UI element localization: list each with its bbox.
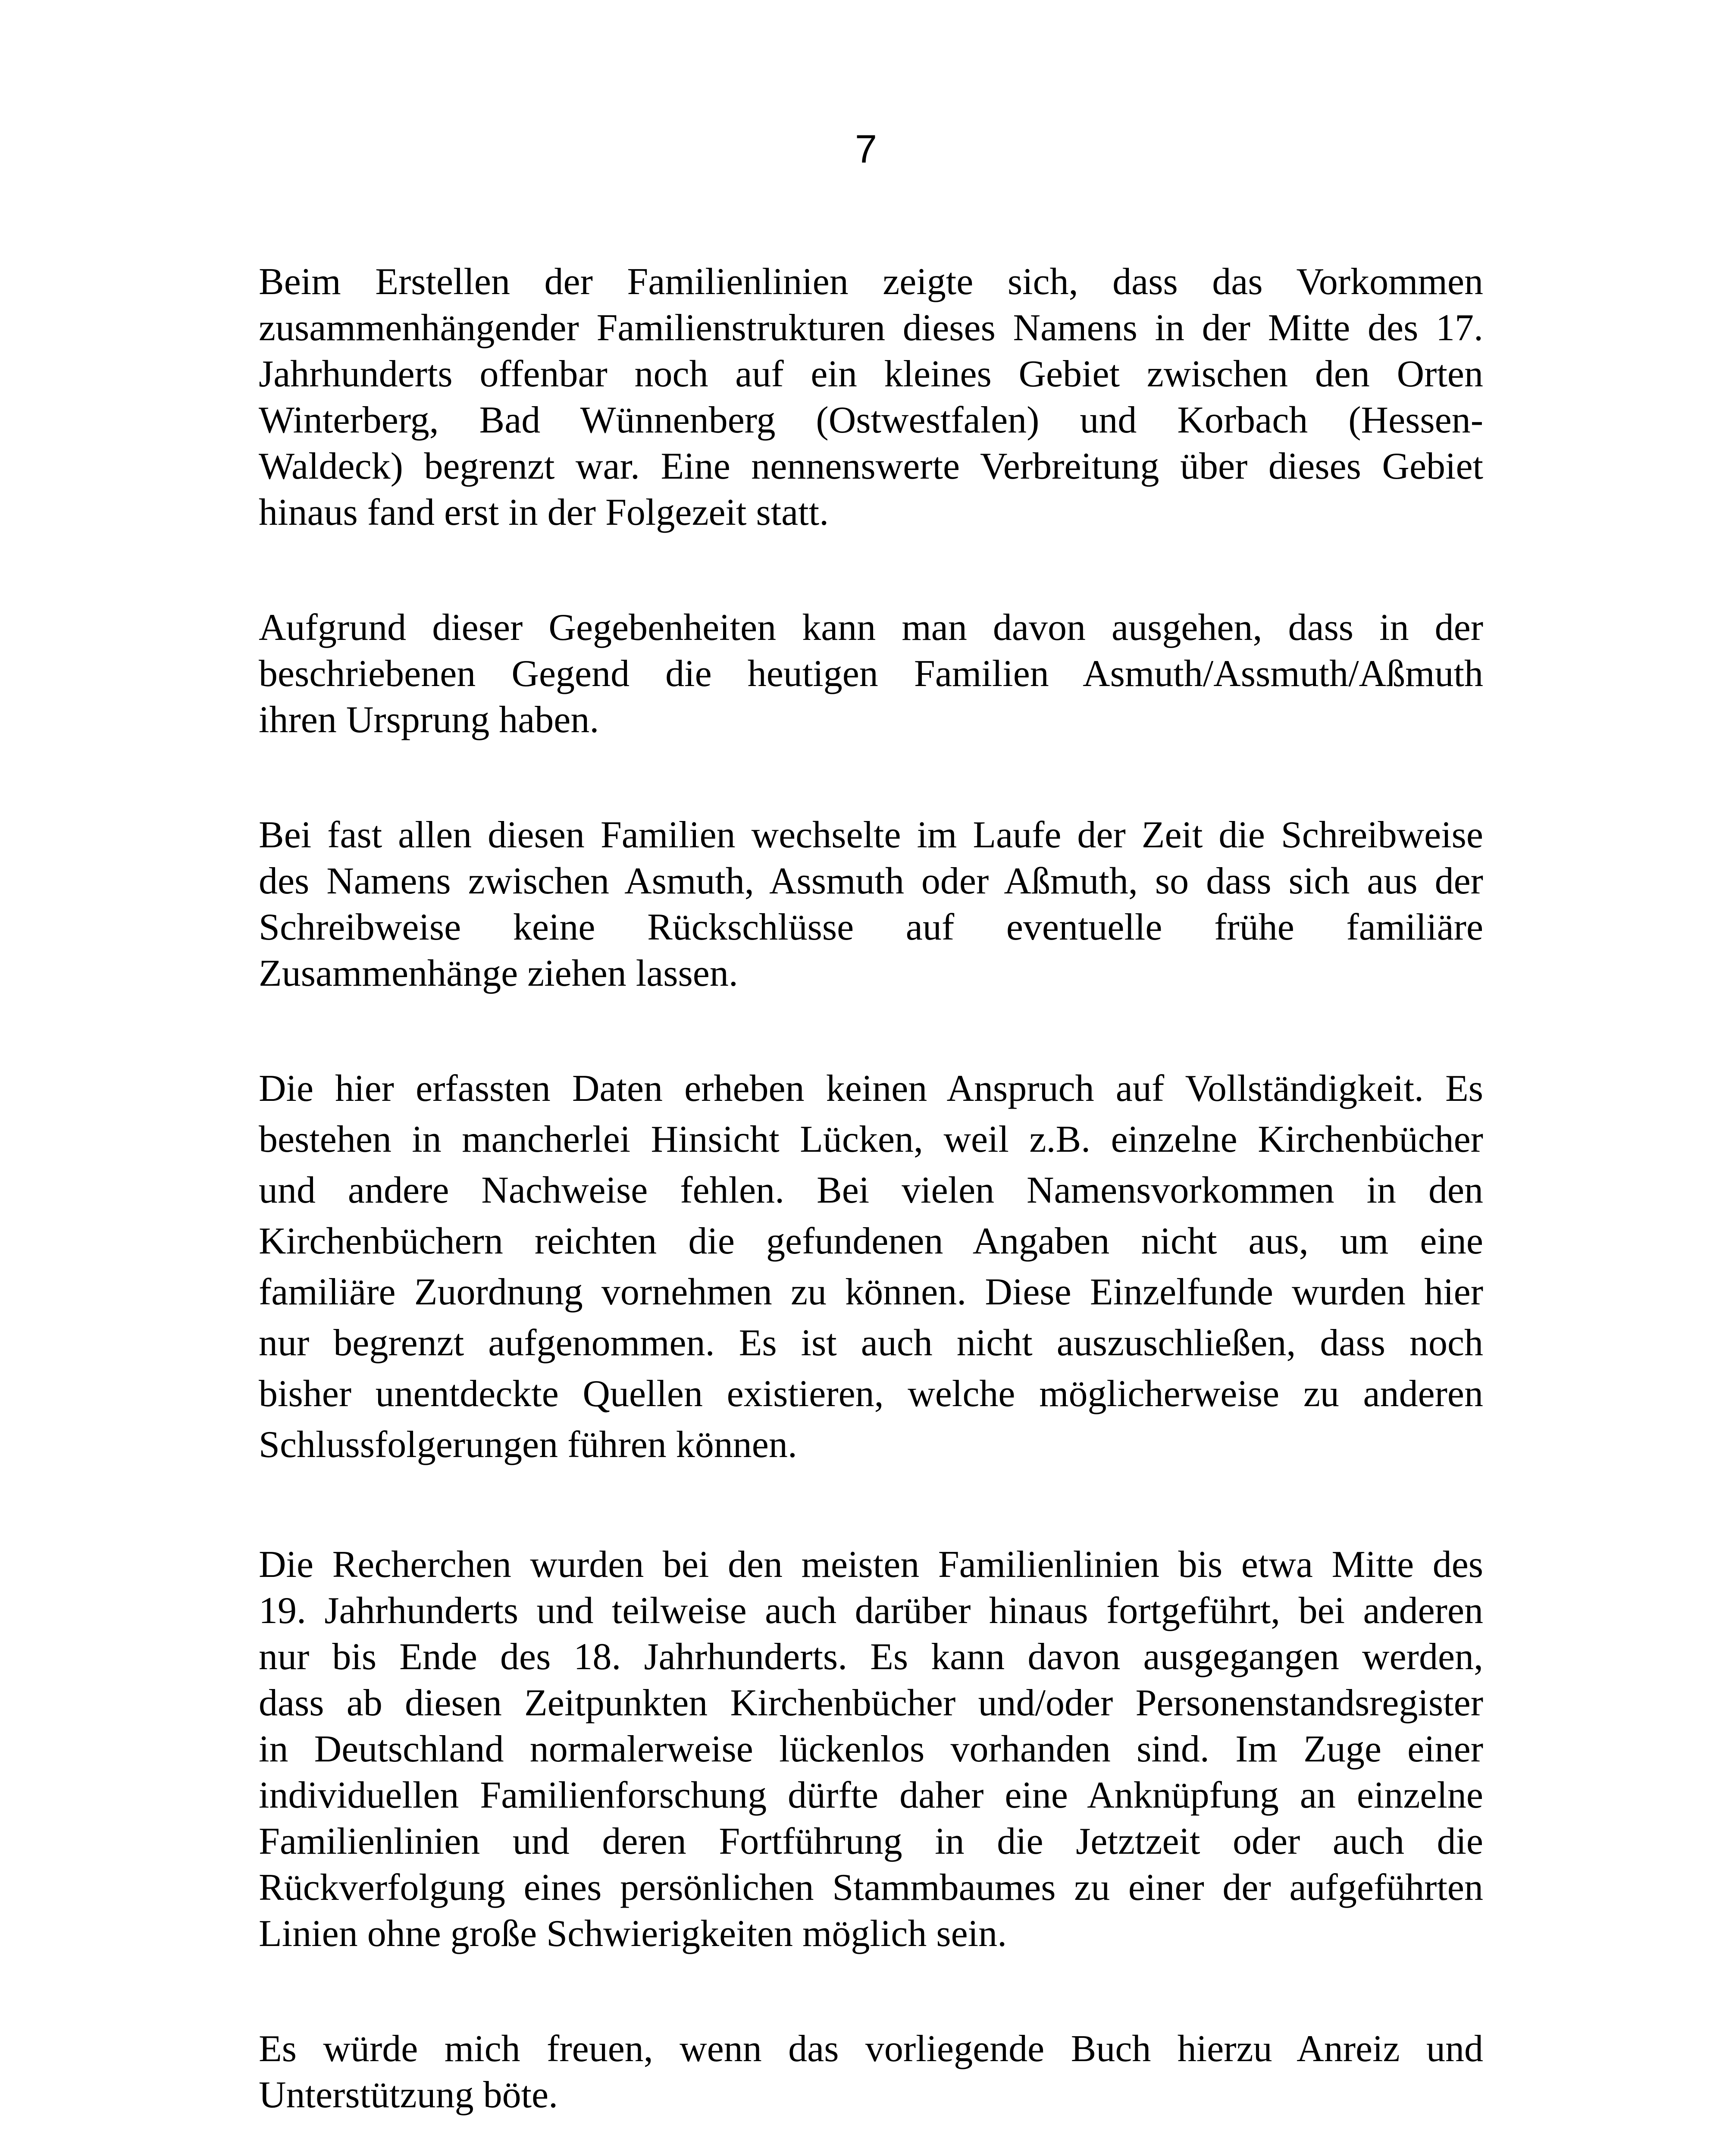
text-line: und andere Nachweise fehlen. Bei vielen Namensvorkommen in den [259, 1169, 1483, 1211]
text-line: Die Recherchen wurden bei den meisten Familienlinien bis etwa Mitte des [259, 1544, 1483, 1586]
text-line: Winterberg, Bad Wünnenberg (Ostwestfalen) und Korbach (Hessen- [259, 399, 1483, 441]
text-line: Linien ohne große Schwierigkeiten möglich sein. [259, 1913, 1007, 1955]
text-line: Rückverfolgung eines persönlichen Stammbaumes zu einer der aufgeführten [259, 1867, 1483, 1908]
text-line: Unterstützung böte. [259, 2074, 558, 2116]
text-line: Beim Erstellen der Familienlinien zeigte sich, dass das Vorkommen [259, 261, 1483, 303]
text-line: zusammenhängender Familienstrukturen dieses Namens in der Mitte des 17. [259, 307, 1483, 349]
text-line: ihren Ursprung haben. [259, 699, 599, 741]
text-line: familiäre Zuordnung vornehmen zu können. Diese Einzelfunde wurden hier [259, 1271, 1483, 1313]
text-line: dass ab diesen Zeitpunkten Kirchenbücher und/oder Personenstandsregister [259, 1682, 1483, 1724]
page-number: 7 [855, 127, 877, 171]
text-line: Schreibweise keine Rückschlüsse auf eventuelle frühe familiäre [259, 906, 1483, 948]
text-line: Familienlinien und deren Fortführung in die Jetztzeit oder auch die [259, 1821, 1483, 1862]
text-line: Bei fast allen diesen Familien wechselte im Laufe der Zeit die Schreibweise [259, 814, 1483, 856]
text-line: nur bis Ende des 18. Jahrhunderts. Es kann davon ausgegangen werden, [259, 1636, 1483, 1678]
paragraph-5 [259, 1542, 1483, 1957]
text-line: Die hier erfassten Daten erheben keinen Anspruch auf Vollständigkeit. Es [259, 1068, 1483, 1109]
text-line: des Namens zwischen Asmuth, Assmuth oder Aßmuth, so dass sich aus der [259, 860, 1483, 902]
text-line: Schlussfolgerungen führen können. [259, 1424, 797, 1466]
text-line: Kirchenbüchern reichten die gefundenen Angaben nicht aus, um eine [259, 1220, 1483, 1262]
paragraph-4 [259, 1065, 1483, 1473]
text-line: beschriebenen Gegend die heutigen Familien Asmuth/Assmuth/Aßmuth [259, 653, 1483, 695]
text-line: Zusammenhänge ziehen lassen. [259, 953, 738, 994]
paragraph-3 [259, 812, 1483, 997]
text-line: Jahrhunderts offenbar noch auf ein kleines Gebiet zwischen den Orten [259, 353, 1483, 395]
text-line: Aufgrund dieser Gegebenheiten kann man davon ausgehen, dass in der [259, 607, 1483, 649]
text-line: individuellen Familienforschung dürfte daher eine Anknüpfung an einzelne [259, 1774, 1483, 1816]
text-line: hinaus fand erst in der Folgezeit statt. [259, 492, 829, 533]
paragraph-6 [259, 2026, 1483, 2118]
paragraph-2 [259, 605, 1483, 743]
text-line: Es würde mich freuen, wenn das vorliegende Buch hierzu Anreiz und [259, 2028, 1483, 2070]
text-line: bestehen in mancherlei Hinsicht Lücken, weil z.B. einzelne Kirchenbücher [259, 1119, 1483, 1160]
text-line: Waldeck) begrenzt war. Eine nennenswerte Verbreitung über dieses Gebiet [259, 445, 1483, 487]
page-content [259, 259, 1483, 2156]
text-line: nur begrenzt aufgenommen. Es ist auch nicht auszuschließen, dass noch [259, 1322, 1483, 1364]
text-line: in Deutschland normalerweise lückenlos vorhanden sind. Im Zuge einer [259, 1728, 1483, 1770]
text-line: bisher unentdeckte Quellen existieren, welche möglicherweise zu anderen [259, 1373, 1483, 1415]
paragraph-1 [259, 259, 1483, 536]
text-line: 19. Jahrhunderts und teilweise auch darüber hinaus fortgeführt, bei anderen [259, 1590, 1483, 1632]
